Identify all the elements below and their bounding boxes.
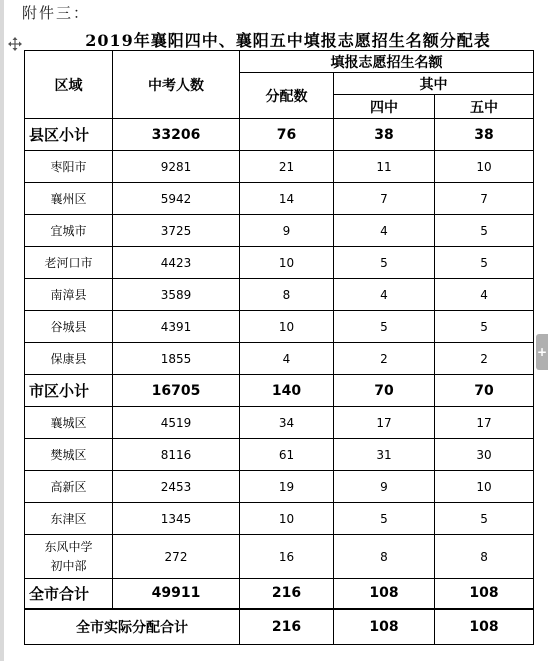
school5-cell: 5: [435, 503, 534, 535]
allocation-table: [24, 50, 534, 645]
header-school5: 五中: [435, 95, 534, 119]
school4-cell: 4: [334, 279, 435, 311]
city-total-school4: 108: [334, 579, 435, 609]
table-row: [25, 471, 534, 503]
school5-cell: 10: [435, 471, 534, 503]
school5-cell: 4: [435, 279, 534, 311]
table-row: [25, 183, 534, 215]
header-quota-group: 填报志愿招生名额: [240, 51, 534, 73]
allocated-cell: 10: [240, 247, 334, 279]
students-cell: 9281: [113, 151, 240, 183]
students-cell: 3725: [113, 215, 240, 247]
actual-total-row: [25, 609, 534, 645]
school5-cell: 17: [435, 407, 534, 439]
school4-cell: 8: [334, 535, 435, 579]
attachment-label: 附件三：: [22, 4, 91, 22]
allocated-cell: 21: [240, 151, 334, 183]
school5-cell: 7: [435, 183, 534, 215]
school5-cell: 5: [435, 215, 534, 247]
actual-total-school4: 108: [334, 609, 435, 645]
header-of-which: 其中: [334, 73, 534, 95]
region-cell: 宜城市: [25, 215, 113, 247]
school5-cell: 30: [435, 439, 534, 471]
plus-icon[interactable]: +: [536, 334, 548, 370]
school4-cell: 2: [334, 343, 435, 375]
table-row: [25, 535, 534, 579]
city-total-allocated: 216: [240, 579, 334, 609]
students-cell: 2453: [113, 471, 240, 503]
county-subtotal-school5: 38: [435, 119, 534, 151]
students-cell: 1345: [113, 503, 240, 535]
students-cell: 8116: [113, 439, 240, 471]
students-cell: 4423: [113, 247, 240, 279]
allocated-cell: 9: [240, 215, 334, 247]
school4-cell: 31: [334, 439, 435, 471]
allocated-cell: 14: [240, 183, 334, 215]
table-row: [25, 311, 534, 343]
table-row: [25, 407, 534, 439]
school5-cell: 8: [435, 535, 534, 579]
city-subtotal-row: [25, 375, 534, 407]
school4-cell: 5: [334, 503, 435, 535]
region-cell: 保康县: [25, 343, 113, 375]
county-subtotal-allocated: 76: [240, 119, 334, 151]
region-cell: 谷城县: [25, 311, 113, 343]
table-row: [25, 503, 534, 535]
students-cell: 4391: [113, 311, 240, 343]
region-cell: 襄城区: [25, 407, 113, 439]
move-arrows-icon[interactable]: [8, 37, 22, 51]
document-title: 2019年襄阳四中、襄阳五中填报志愿招生名额分配表: [85, 31, 491, 50]
region-cell: 老河口市: [25, 247, 113, 279]
region-line-2: 初中部: [50, 558, 87, 573]
school5-cell: 5: [435, 311, 534, 343]
school4-cell: 17: [334, 407, 435, 439]
allocated-cell: 19: [240, 471, 334, 503]
city-subtotal-school5: 70: [435, 375, 534, 407]
actual-total-allocated: 216: [240, 609, 334, 645]
region-cell: 南漳县: [25, 279, 113, 311]
table-row: [25, 215, 534, 247]
allocated-cell: 34: [240, 407, 334, 439]
page-edge: [0, 0, 4, 661]
county-subtotal-students: 33206: [113, 119, 240, 151]
city-total-school5: 108: [435, 579, 534, 609]
header-school4: 四中: [334, 95, 435, 119]
students-cell: 272: [113, 535, 240, 579]
school4-cell: 7: [334, 183, 435, 215]
region-cell-two-line: [25, 535, 113, 579]
city-subtotal-students: 16705: [113, 375, 240, 407]
county-subtotal-school4: 38: [334, 119, 435, 151]
table-row: [25, 247, 534, 279]
region-line-1: 东风中学: [44, 539, 93, 554]
city-total-students: 49911: [113, 579, 240, 609]
header-region: 区域: [25, 51, 113, 119]
city-subtotal-label: 市区小计: [25, 375, 113, 407]
header-students: 中考人数: [113, 51, 240, 119]
region-cell: 樊城区: [25, 439, 113, 471]
region-cell: 高新区: [25, 471, 113, 503]
allocated-cell: 8: [240, 279, 334, 311]
students-cell: 1855: [113, 343, 240, 375]
county-subtotal-label: 县区小计: [25, 119, 113, 151]
actual-total-label: 全市实际分配合计: [25, 609, 240, 645]
students-cell: 5942: [113, 183, 240, 215]
allocated-cell: 10: [240, 503, 334, 535]
table-row: [25, 279, 534, 311]
school5-cell: 5: [435, 247, 534, 279]
city-total-label: 全市合计: [25, 579, 113, 609]
county-subtotal-row: [25, 119, 534, 151]
table-row: [25, 439, 534, 471]
header-allocated: 分配数: [240, 73, 334, 119]
school4-cell: 11: [334, 151, 435, 183]
city-subtotal-school4: 70: [334, 375, 435, 407]
city-total-row: [25, 579, 534, 609]
students-cell: 3589: [113, 279, 240, 311]
allocated-cell: 61: [240, 439, 334, 471]
allocated-cell: 4: [240, 343, 334, 375]
school5-cell: 10: [435, 151, 534, 183]
school4-cell: 4: [334, 215, 435, 247]
region-cell: 枣阳市: [25, 151, 113, 183]
region-cell: 襄州区: [25, 183, 113, 215]
allocated-cell: 16: [240, 535, 334, 579]
allocated-cell: 10: [240, 311, 334, 343]
school4-cell: 5: [334, 247, 435, 279]
region-cell: 东津区: [25, 503, 113, 535]
school4-cell: 5: [334, 311, 435, 343]
table-row: [25, 151, 534, 183]
students-cell: 4519: [113, 407, 240, 439]
actual-total-school5: 108: [435, 609, 534, 645]
city-subtotal-allocated: 140: [240, 375, 334, 407]
table-row: [25, 343, 534, 375]
school5-cell: 2: [435, 343, 534, 375]
school4-cell: 9: [334, 471, 435, 503]
